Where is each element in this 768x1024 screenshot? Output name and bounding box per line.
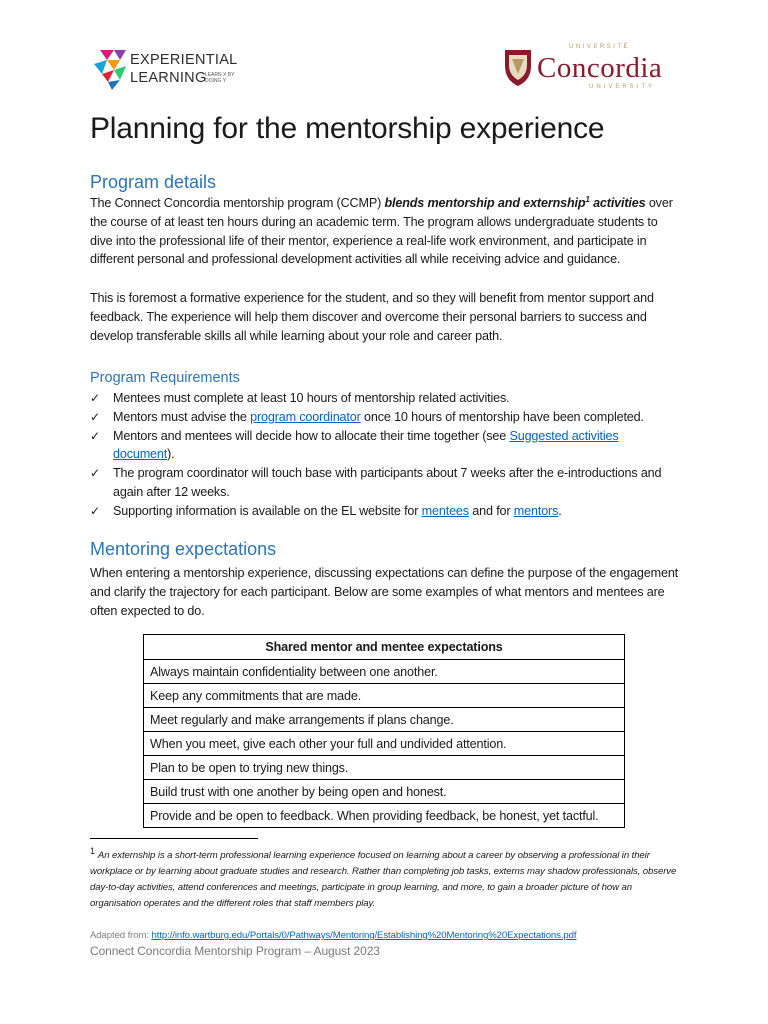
el-logo-line1: EXPERIENTIAL — [130, 52, 238, 68]
list-item: ✓ Mentors and mentees will decide how to allocate their time together (see Suggested activities document). — [90, 428, 619, 462]
mentees-link[interactable]: mentees — [421, 503, 469, 518]
table-row: Build trust with one another by being open and honest. — [144, 780, 625, 804]
page-title: Planning for the mentorship experience — [90, 112, 605, 145]
table-row: When you meet, give each other your full and undivided attention. — [144, 732, 625, 756]
expectations-intro: When entering a mentorship experience, discussing expectations can define the purpose of the engagement and clarify the trajectory for each participant. Below are some examples of what mentors and mentees are often expected to do. — [90, 566, 679, 618]
list-item: ✓ Mentors must advise the program coordinator once 10 hours of mentorship have been completed. — [90, 408, 680, 427]
program-details-paragraph-1: The Connect Concordia mentorship program (CCMP) blends mentorship and externship$^1$ activities over the course of at least ten hours during an academic term. The program allows undergraduate students to dive into the professional life of their mentor, experience a real-life work environment, and participate in different personal and professional development activities all while receiving advice and guidance. — [90, 194, 673, 267]
mentors-link[interactable]: mentors — [513, 503, 559, 518]
table-row: Always maintain confidentiality between one another. — [144, 660, 625, 684]
footnote-divider — [90, 838, 258, 839]
table-row: Plan to be open to trying new things. — [144, 756, 625, 780]
concordia-logo-bottom: UNIVERSITY — [589, 84, 656, 90]
checkmark-icon: ✓ — [90, 409, 100, 424]
table-row: Keep any commitments that are made. — [144, 684, 625, 708]
footer-program-line: Connect Concordia Mentorship Program – August 2023 — [90, 944, 380, 958]
table-row: Provide and be open to feedback. When providing feedback, be honest, yet tactful. — [144, 804, 625, 828]
concordia-logo-top: UNIVERSITÉ — [569, 44, 631, 50]
concordia-crest-icon — [503, 46, 533, 88]
el-logo-mark-icon — [94, 46, 128, 90]
checkmark-icon: ✓ — [90, 428, 100, 443]
expectations-table — [143, 634, 625, 828]
el-logo-line2: LEARNING — [130, 70, 207, 86]
program-details-paragraph-2: This is foremost a formative experience for the student, and so they will benefit from mentor support and feedback. The experience will help them discover and overcome their personal barriers to success and develop transferable skills all while learning about your role and career path. — [90, 291, 654, 343]
footnote: 1 An externship is a short-term professional learning experience focused on learning about a career by observing a professional in their workplace or by learning about graduate studies and research. Rather than completing job tasks, externs may shadow professionals, observe day-to-day activities, attend conferences and meetings, participate in group learning, and more, to gain a broader picture of how an organisation operates and the different roles that staff members play. — [90, 845, 677, 909]
concordia-logo — [503, 44, 683, 96]
program-coordinator-link[interactable]: program coordinator — [250, 409, 361, 424]
table-row: Meet regularly and make arrangements if plans change. — [144, 708, 625, 732]
suggested-activities-link[interactable]: Suggested activities document — [113, 428, 619, 462]
adapted-from: Adapted from: http://info.wartburg.edu/Portals/0/Pathways/Mentoring/Establishing%20Mentoring%20Expectations.pdf — [90, 930, 577, 941]
checkmark-icon: ✓ — [90, 391, 100, 405]
table-header: Shared mentor and mentee expectations — [144, 635, 625, 660]
program-requirements-heading: Program Requirements — [90, 370, 240, 386]
source-link[interactable]: http://info.wartburg.edu/Portals/0/Pathways/Mentoring/Establishing%20Mentoring%20Expectations.pdf — [151, 930, 577, 941]
list-item: ✓ Supporting information is available on the EL website for mentees and for mentors. — [90, 502, 680, 521]
checkmark-icon: ✓ — [90, 466, 100, 481]
mentoring-expectations-heading: Mentoring expectations — [90, 539, 277, 559]
el-logo-tagline: LEARN X BY DOING Y — [205, 72, 235, 84]
list-item: ✓ Mentees must complete at least 10 hours of mentorship related activities. — [90, 389, 680, 408]
footnote-number: 1 — [90, 845, 95, 856]
program-details-heading: Program details — [90, 172, 217, 192]
requirements-list — [90, 389, 680, 521]
concordia-logo-name: Concordia — [537, 52, 663, 84]
checkmark-icon: ✓ — [90, 503, 100, 518]
experiential-learning-logo — [94, 46, 244, 92]
list-item: ✓ The program coordinator will touch base with participants about 7 weeks after the e-introductions and again after 12 weeks. — [90, 466, 662, 499]
